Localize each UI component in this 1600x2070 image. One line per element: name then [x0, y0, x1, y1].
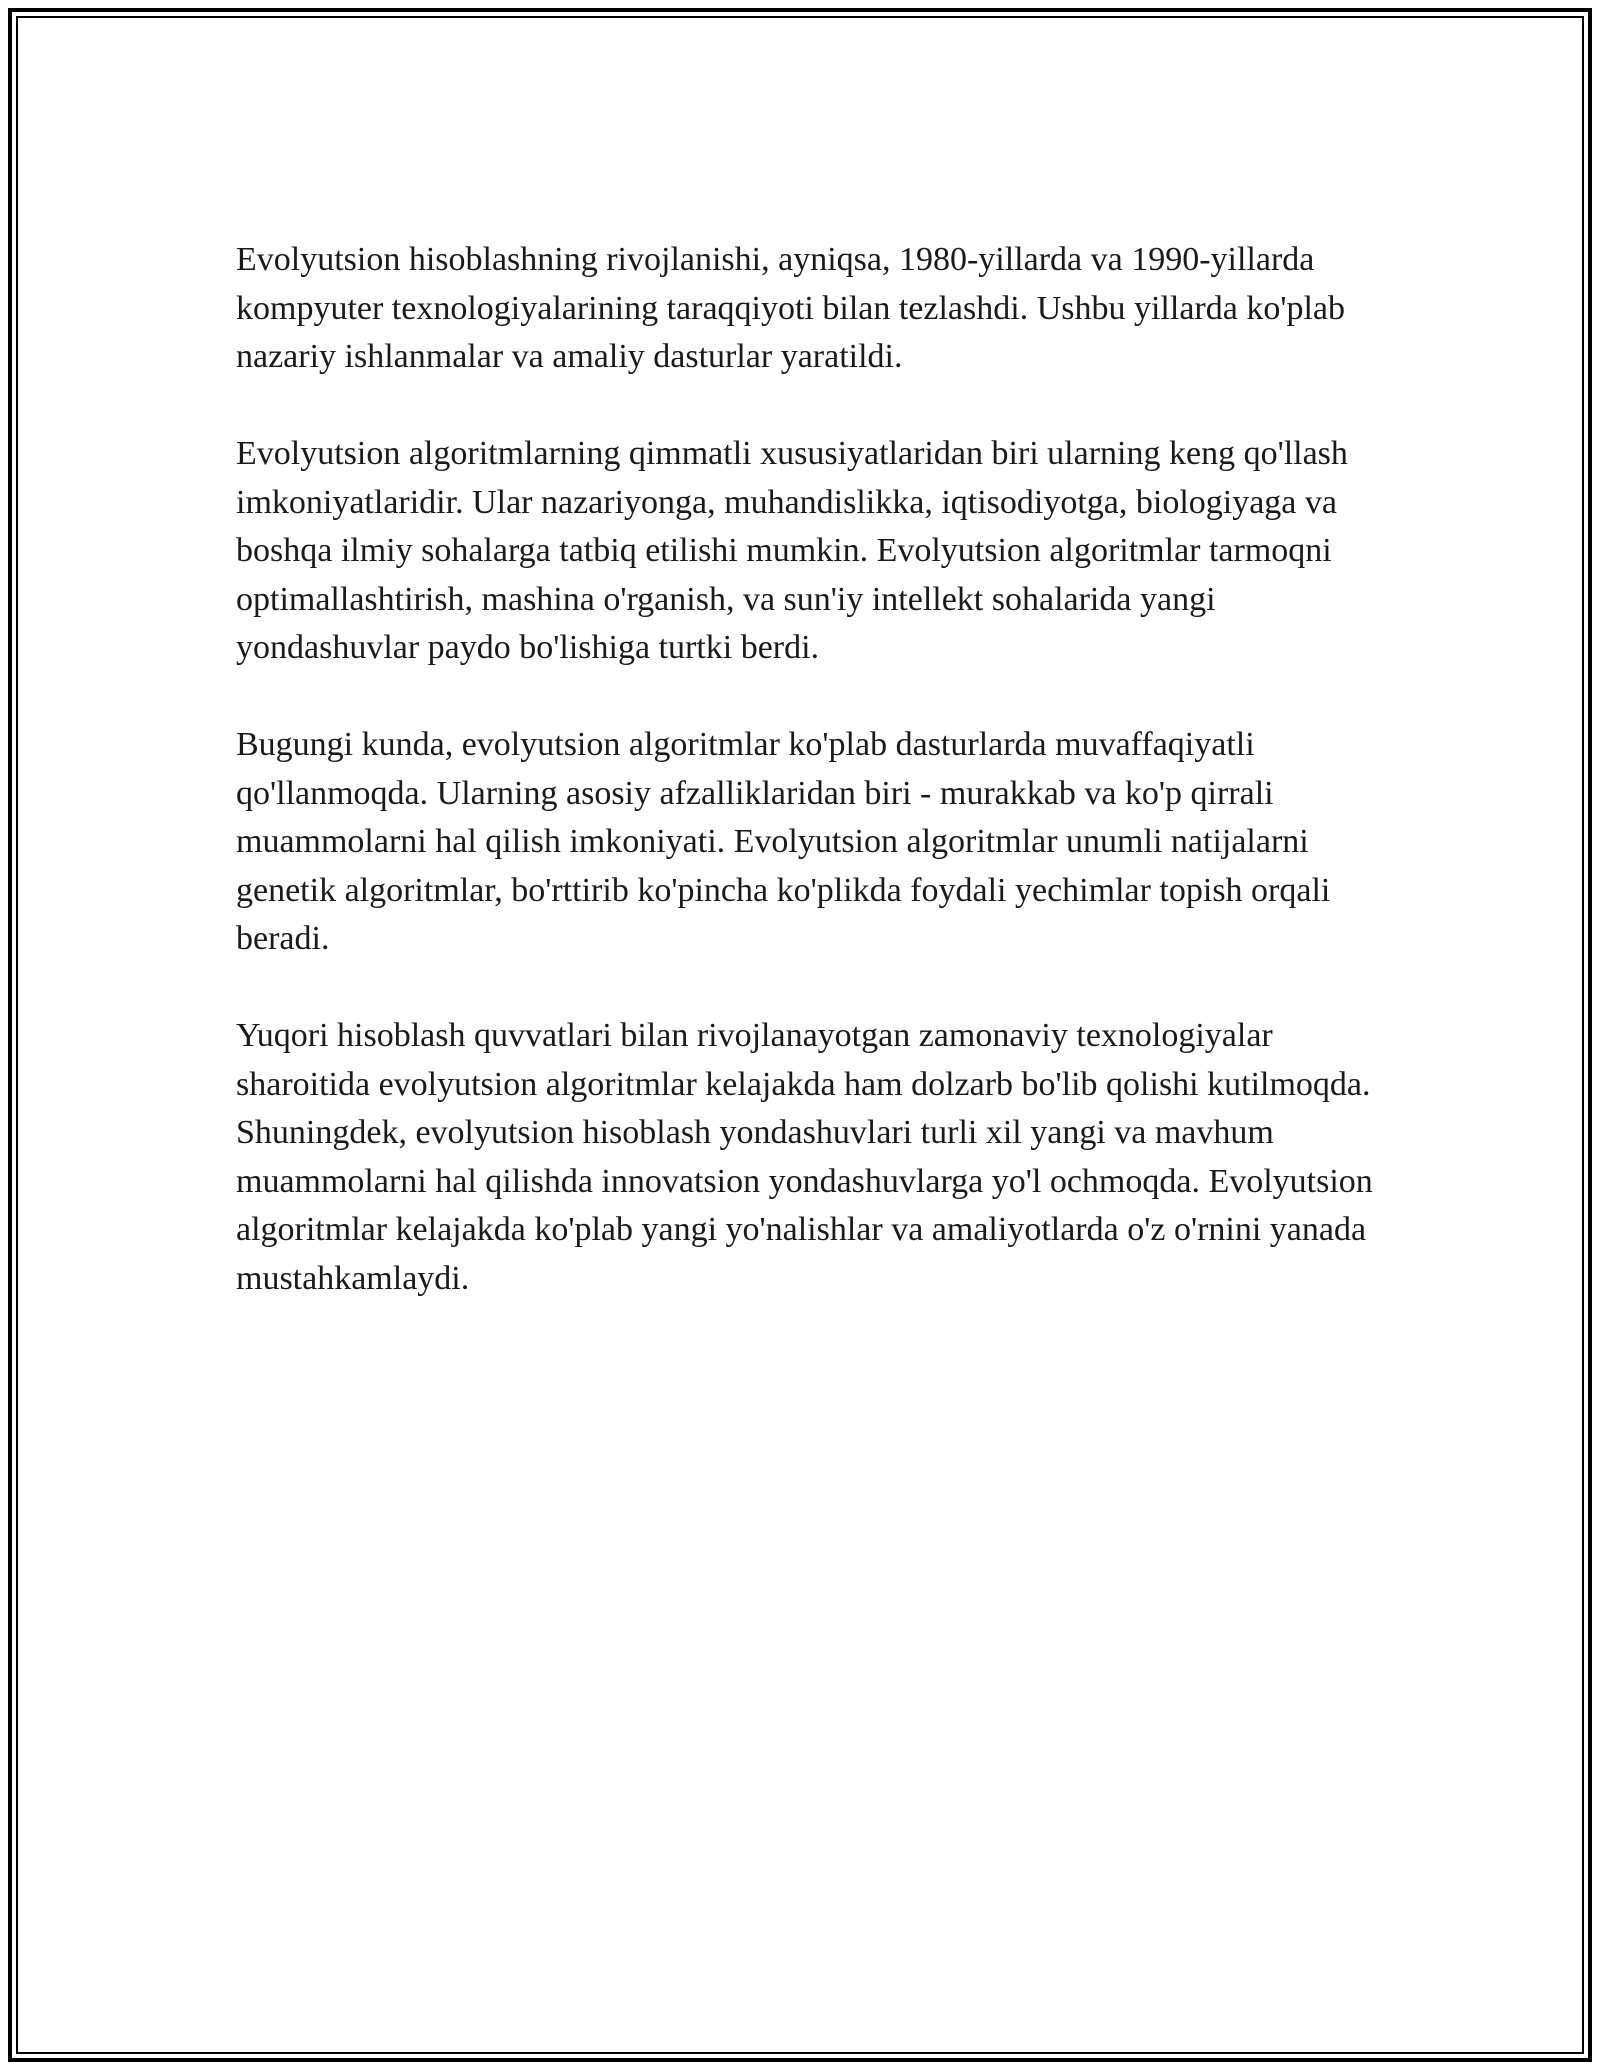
paragraph-4: Yuqori hisoblash quvvatlari bilan rivojlanayotgan zamonaviy texnologiyalar sharoitida evolyutsion algoritmlar kelajakda ham dolzarb bo'lib qolishi kutilmoqda. Shuningdek, evolyutsion hisoblash yondashuvlari turli xil yangi va mavhum muammolarni hal qilishda innovatsion yondashuvlarga yo'l ochmoqda. Evolyutsion algoritmlar kelajakda ko'plab yangi yo'nalishlar va amaliyotlarda o'z o'rnini yanada mustahkamlaydi.: [236, 1017, 1373, 1297]
paragraph-3: Bugungi kunda, evolyutsion algoritmlar ko'plab dasturlarda muvaffaqiyatli qo'llanmoqda. Ularning asosiy afzalliklaridan biri - murakkab va ko'p qirrali muammolarni hal qilish imkoniyati. Evolyutsion algoritmlar unumli natijalarni genetik algoritmlar, bo'rttirib ko'pincha ko'plikda foydali yechimlar topish orqali beradi.: [236, 726, 1331, 957]
paragraph-1: Evolyutsion hisoblashning rivojlanishi, ayniqsa, 1980-yillarda va 1990-yillarda kompyuter texnologiyalarining taraqqiyoti bilan tezlashdi. Ushbu yillarda ko'plab nazariy ishlanmalar va amaliy dasturlar yaratildi.: [236, 241, 1345, 375]
document-body: [236, 236, 1376, 1352]
paragraph-2: Evolyutsion algoritmlarning qimmatli xususiyatlaridan biri ularning keng qo'llash imkoniyatlaridir. Ular nazariyonga, muhandislikka, iqtisodiyotga, biologiyaga va boshqa ilmiy sohalarga tatbiq etilishi mumkin. Evolyutsion algoritmlar tarmoqni optimallashtirish, mashina o'rganish, va sun'iy intellekt sohalarida yangi yondashuvlar paydo bo'lishiga turtki berdi.: [236, 435, 1348, 666]
